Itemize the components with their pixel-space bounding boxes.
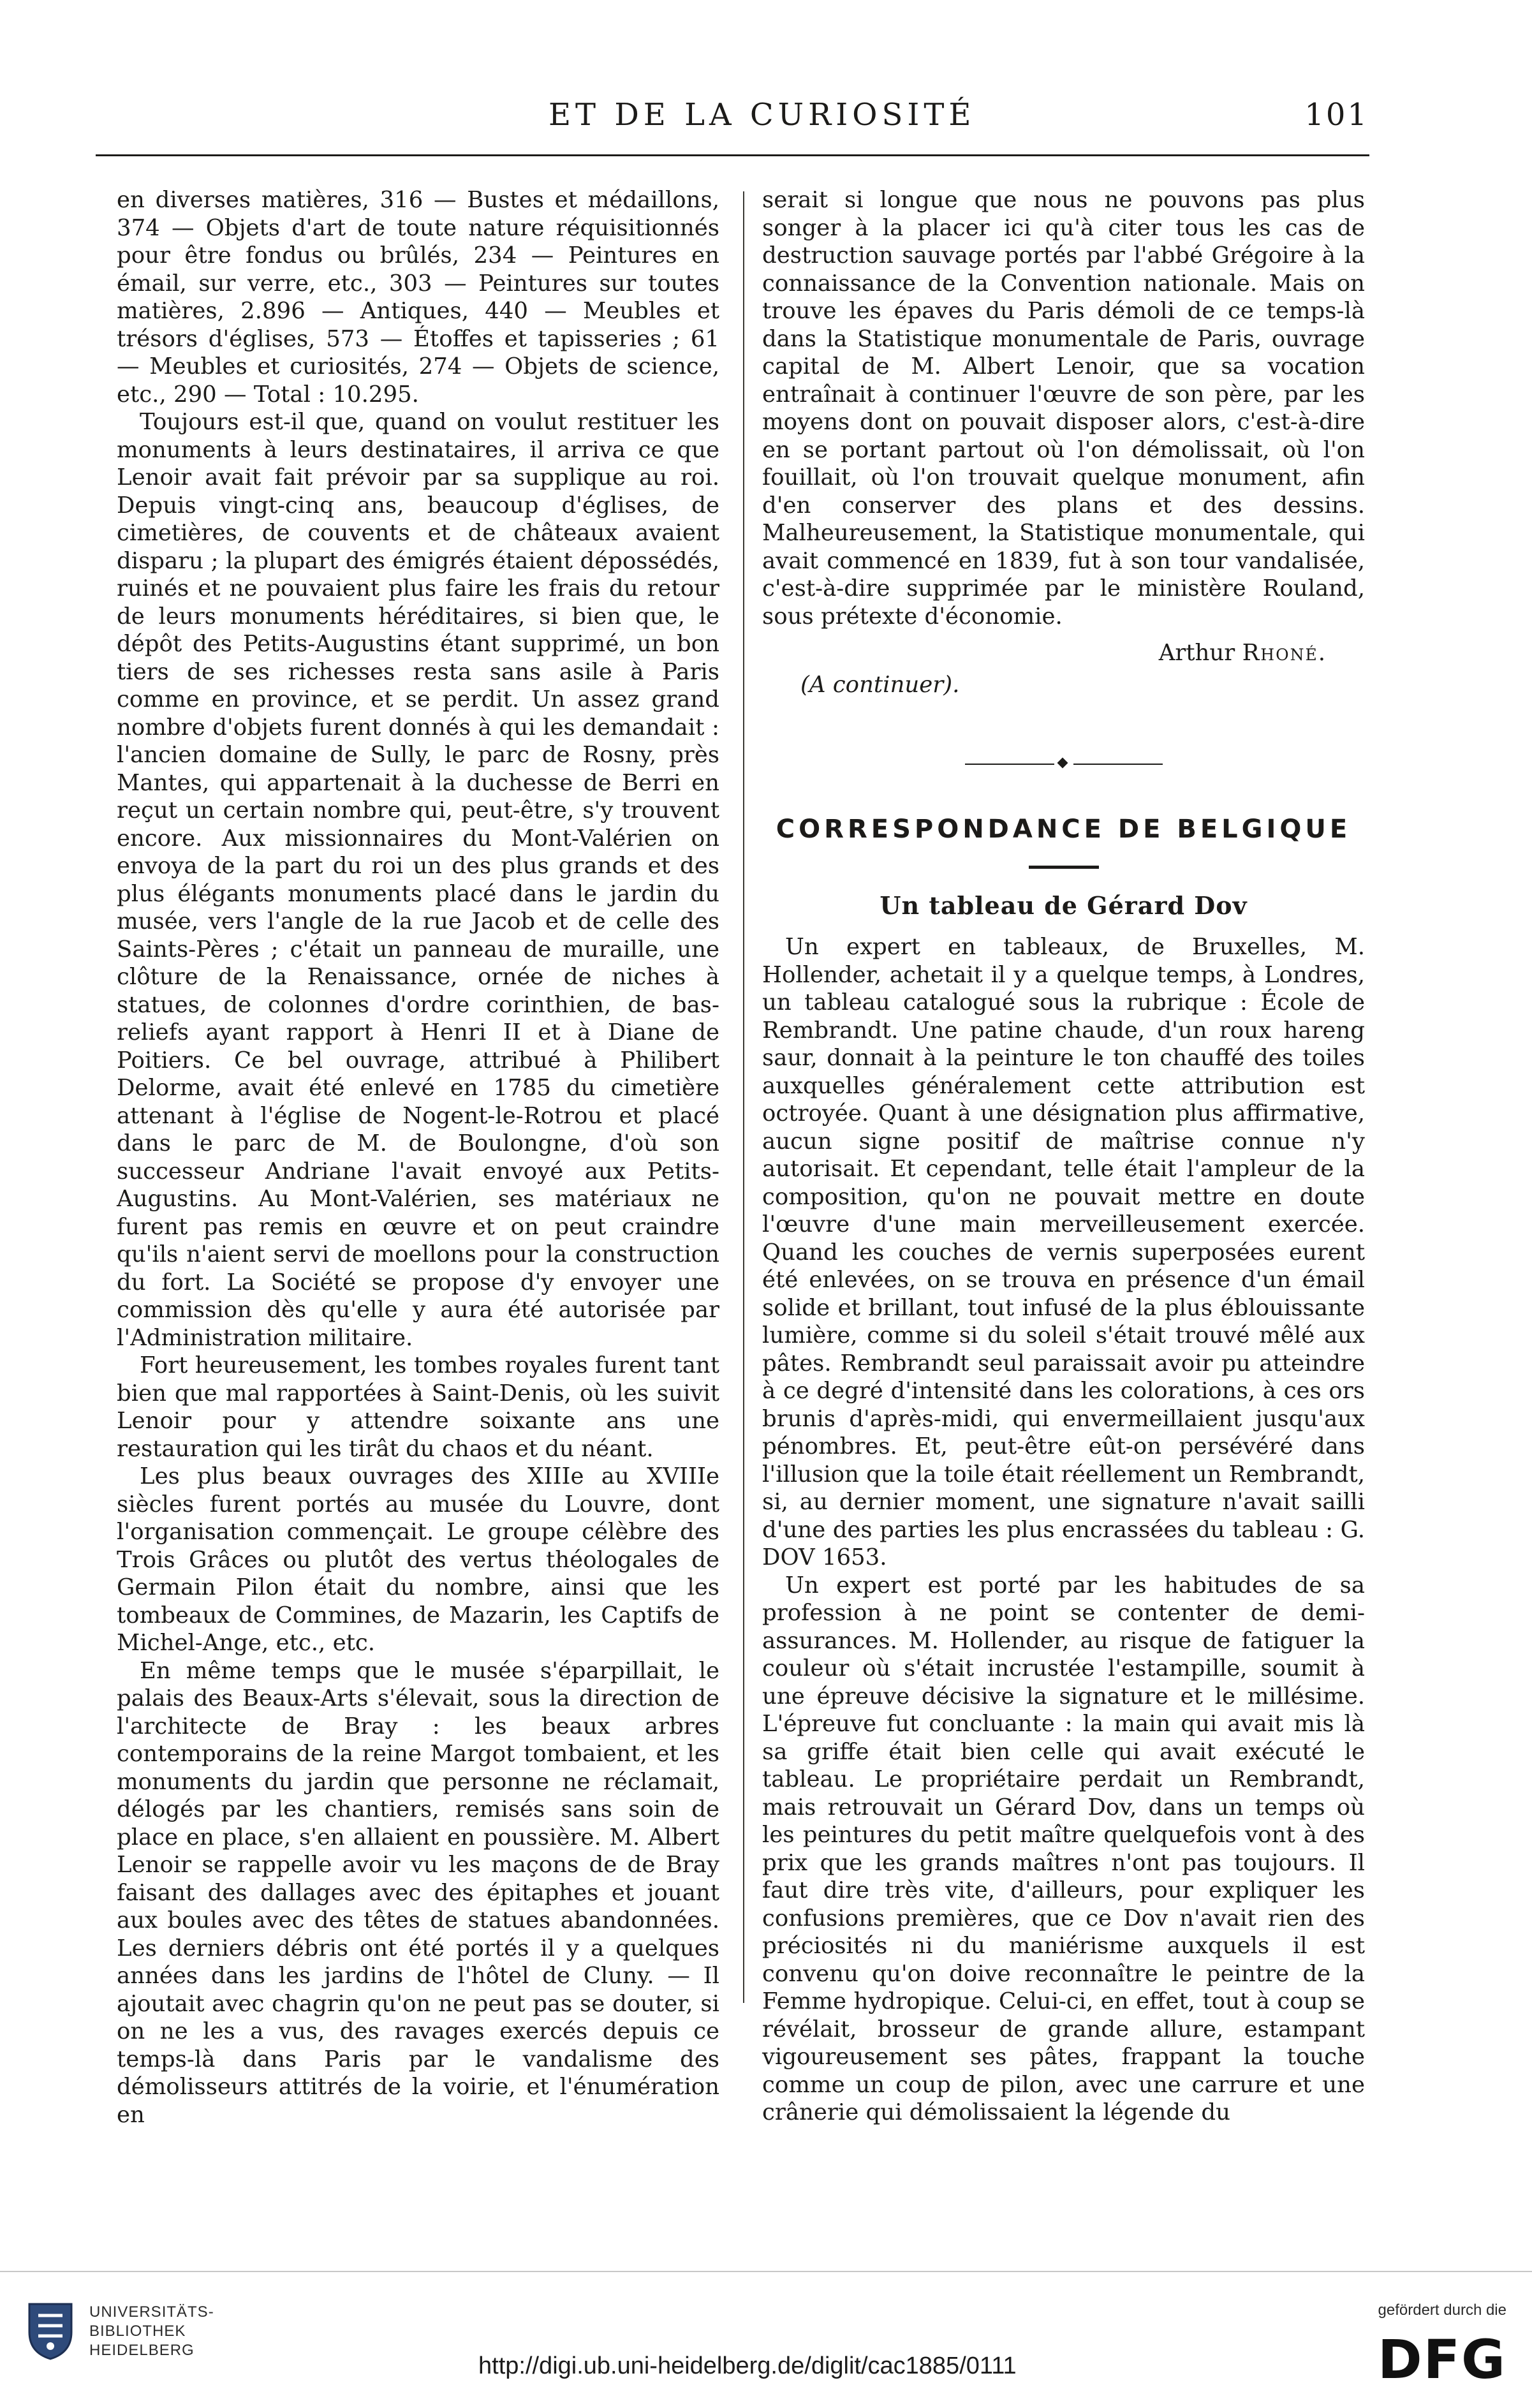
author-signature: [762, 639, 1327, 667]
ornament-line: [965, 764, 1054, 765]
footer: [0, 2271, 1532, 2408]
continuation-note: (A continuer).: [800, 671, 960, 698]
section-rule: [1029, 866, 1099, 869]
page-number: 101: [1304, 97, 1369, 133]
paragraph: En même temps que le musée s'éparpillait, le palais des Beaux-Arts s'élevait, sous la direction de l'architecte de Bray : les beaux arbres contemporains de la reine Margot tombaient, et les monuments du jardin que personne ne réclamait, délogés par les chantiers, remisés sans soin de place en place, s'en allaient en poussière. M. Albert Lenoir se rappelle avoir vu les maçons de de Bray faisant des dallages avec des épitaphes et jouant aux boules avec des têtes de statues abandonnées. Les derniers débris ont été portés il y a quelques années dans les jardins de l'hôtel de Cluny. — Il ajoutait avec chagrin qu'on ne peut pas se douter, si on ne les a vus, des ravages exercés depuis ce temps-là dans Paris par le vandalisme des démolisseurs attitrés de la voirie, et l'énumération en: [117, 1657, 719, 2128]
paragraph: Fort heureusement, les tombes royales furent tant bien que mal rapportées à Saint-Denis, où les suivit Lenoir pour y attendre soixante ans une restauration qui les tirât du chaos et du néant.: [117, 1352, 719, 1462]
signature-first-name: Arthur: [1158, 640, 1235, 666]
paragraph: serait si longue que nous ne pouvons pas plus songer à la placer ici qu'à citer tous les cas de destruction sauvage portés par l'abbé Grégoire à la connaissance de la Convention nationale. Mais on trouve les épaves du Paris démoli de ce temps-là dans la Statistique monumentale de Paris, ouvrage capital de M. Albert Lenoir, que sa vocation entraînait à continuer l'œuvre de son père, par les moyens dont on pouvait disposer alors, c'est-à-dire en se portant partout où l'on démolissait, où l'on fouillait, où l'on trouvait quelque monument, afin d'en conserver des plans et des dessins. Malheureusement, la Statistique monumentale, qui avait commencé en 1839, fut à son tour vandalisée, c'est-à-dire supprimée par le ministère Rouland, sous prétexte d'économie.: [762, 187, 1365, 630]
paragraph: Un expert est porté par les habitudes de sa profession à ne point se contenter de demi-assurances. M. Hollender, au risque de fatiguer la couleur où s'était incrustée l'estampille, soumit à une épreuve décisive la signature et le millésime. L'épreuve fut concluante : la main qui avait mis là sa griffe était bien celle qui avait exécuté le tableau. Le propriétaire perdait un Rembrandt, mais retrouvait un Gérard Dov, dans un temps où les peintures du petit maître quelquefois vont à des prix que les grands maîtres n'ont pas toujours. Il faut dire très vite, d'ailleurs, pour expliquer les confusions premières, que ce Dov n'avait rien des préciosités ni du maniérisme auxquels il est convenu qu'on doive reconnaître le peintre de la Femme hydropique. Celui-ci, en effet, tout à coup se révélait, brosseur de grande allure, estampant vigoureusement ses pâtes, frappant la touche comme un coup de pilon, avec une carrure et une crânerie qui démolissaient la légende du: [762, 1572, 1365, 2125]
section-ornament: [965, 762, 1163, 766]
institution-line: UNIVERSITÄTS-: [89, 2303, 214, 2321]
paragraph: Toujours est-il que, quand on voulut restituer les monuments à leurs destinataires, il arriva ce que Lenoir avait fait prévoir par sa supplique au roi. Depuis vingt-cinq ans, beaucoup d'églises, de cimetières, de couvents et de châteaux avaient disparu ; la plupart des émigrés étaient dépossédés, ruinés et ne pouvaient plus faire les frais du retour de leurs monuments héréditaires, si bien que, le dépôt des Petits-Augustins étant supprimé, un bon tiers de ses richesses resta sans asile à Paris comme en province, et se perdit. Un assez grand nombre d'objets furent donnés à qui les demandait : l'ancien domaine de Sully, le parc de Rosny, près Mantes, qui appartenait à la duchesse de Berri en reçut un certain nombre qui, peut-être, s'y trouvent encore. Aux missionnaires du Mont-Valérien on envoya de la part du roi un des plus grands et des plus élégants monuments placé dans le jardin du musée, vers l'angle de la rue Jacob et de celle des Saints-Pères ; c'était un panneau de muraille, une clôture de la Renaissance, ornée de niches à statues, de colonnes d'ordre corinthien, de bas-reliefs ayant rapport à Henri II et à Diane de Poitiers. Ce bel ouvrage, attribué à Philibert Delorme, avait été enlevé en 1785 du cimetière attenant à l'église de Nogent-le-Rotrou et placé dans le parc de M. de Boulongne, d'où son successeur Andriane l'avait envoyé aux Petits-Augustins. Au Mont-Valérien, ses matériaux ne furent pas remis en œuvre et on peut craindre qu'ils n'aient servi de moellons pour la construction du fort. La Société se propose d'y envoyer une commission dès qu'elle y aura été autorisée par l'Administration militaire.: [117, 409, 719, 1351]
page-header: [0, 97, 1532, 148]
left-column: [117, 186, 719, 2129]
ornament-line: [1073, 764, 1163, 765]
institution-line: HEIDELBERG: [89, 2342, 195, 2359]
section-title: CORRESPONDANCE DE BELGIQUE: [776, 815, 1352, 844]
article-title: Un tableau de Gérard Dov: [880, 890, 1248, 920]
paragraph: Un expert en tableaux, de Bruxelles, M. Hollender, achetait il y a quelque temps, à Londres, un tableau catalogué sous la rubrique : École de Rembrandt. Une patine chaude, d'un roux hareng saur, donnait à la peinture le ton chauffé des toiles auxquelles généralement cette attribution est octroyée. Quant à une désignation plus affirmative, aucun signe positif de maîtrise connue n'y autorisait. Et cependant, telle était l'ampleur de la composition, qu'on ne pouvait mettre en doute l'œuvre d'une main merveilleusement exercée. Quand les couches de vernis superposées eurent été enlevées, on se trouva en présence d'un émail solide et brillant, tout infusé de la plus éblouissante lumière, comme si du soleil s'était trouvé mêlé aux pâtes. Rembrandt seul paraissait avoir pu atteindre à ce degré d'intensité dans les colorations, à ces ors brunis d'après-midi, qui envermeillaient jusqu'aux pénombres. Et, peut-être eût-on persévéré dans l'illusion que la toile était réellement un Rembrandt, si, au dernier moment, une signature n'avait sailli d'une des parties les plus encrassées du tableau : G. DOV 1653.: [762, 934, 1365, 1570]
diamond-icon: [1057, 758, 1068, 769]
permalink-url[interactable]: http://digi.ub.uni-heidelberg.de/diglit/cac1885/0111: [478, 2353, 1017, 2379]
header-rule: [96, 154, 1369, 156]
signature-surname: Rhoné.: [1242, 640, 1327, 666]
running-head: ET DE LA CURIOSITÉ: [549, 97, 976, 133]
paragraph: en diverses matières, 316 — Bustes et médaillons, 374 — Objets d'art de toute nature réquisitionnés pour être fondus ou brûlés, 234 — Peintures en émail, sur verre, etc., 303 — Peintures sur toutes matières, 2.896 — Antiques, 440 — Meubles et trésors d'églises, 573 — Étoffes et tapisseries ; 61 — Meubles et curiosités, 274 — Objets de science, etc., 290 — Total : 10.295.: [117, 187, 719, 408]
institution-name: [89, 2303, 214, 2360]
university-seal-icon: [26, 2300, 75, 2361]
dfg-logo: DFG: [1377, 2328, 1506, 2391]
institution-line: BIBLIOTHEK: [89, 2323, 186, 2340]
column-divider: [743, 191, 744, 2003]
funding-caption: gefördert durch die: [1378, 2301, 1506, 2319]
right-column: [762, 186, 1365, 2127]
footer-rule: [0, 2271, 1532, 2272]
paragraph: Les plus beaux ouvrages des XIIIe au XVIIIe siècles furent portés au musée du Louvre, dont l'organisation commençait. Le groupe célèbre des Trois Grâces ou plutôt des vertus théologales de Germain Pilon était du nombre, ainsi que les tombeaux de Commines, de Mazarin, les Captifs de Michel-Ange, etc., etc.: [117, 1463, 719, 1656]
